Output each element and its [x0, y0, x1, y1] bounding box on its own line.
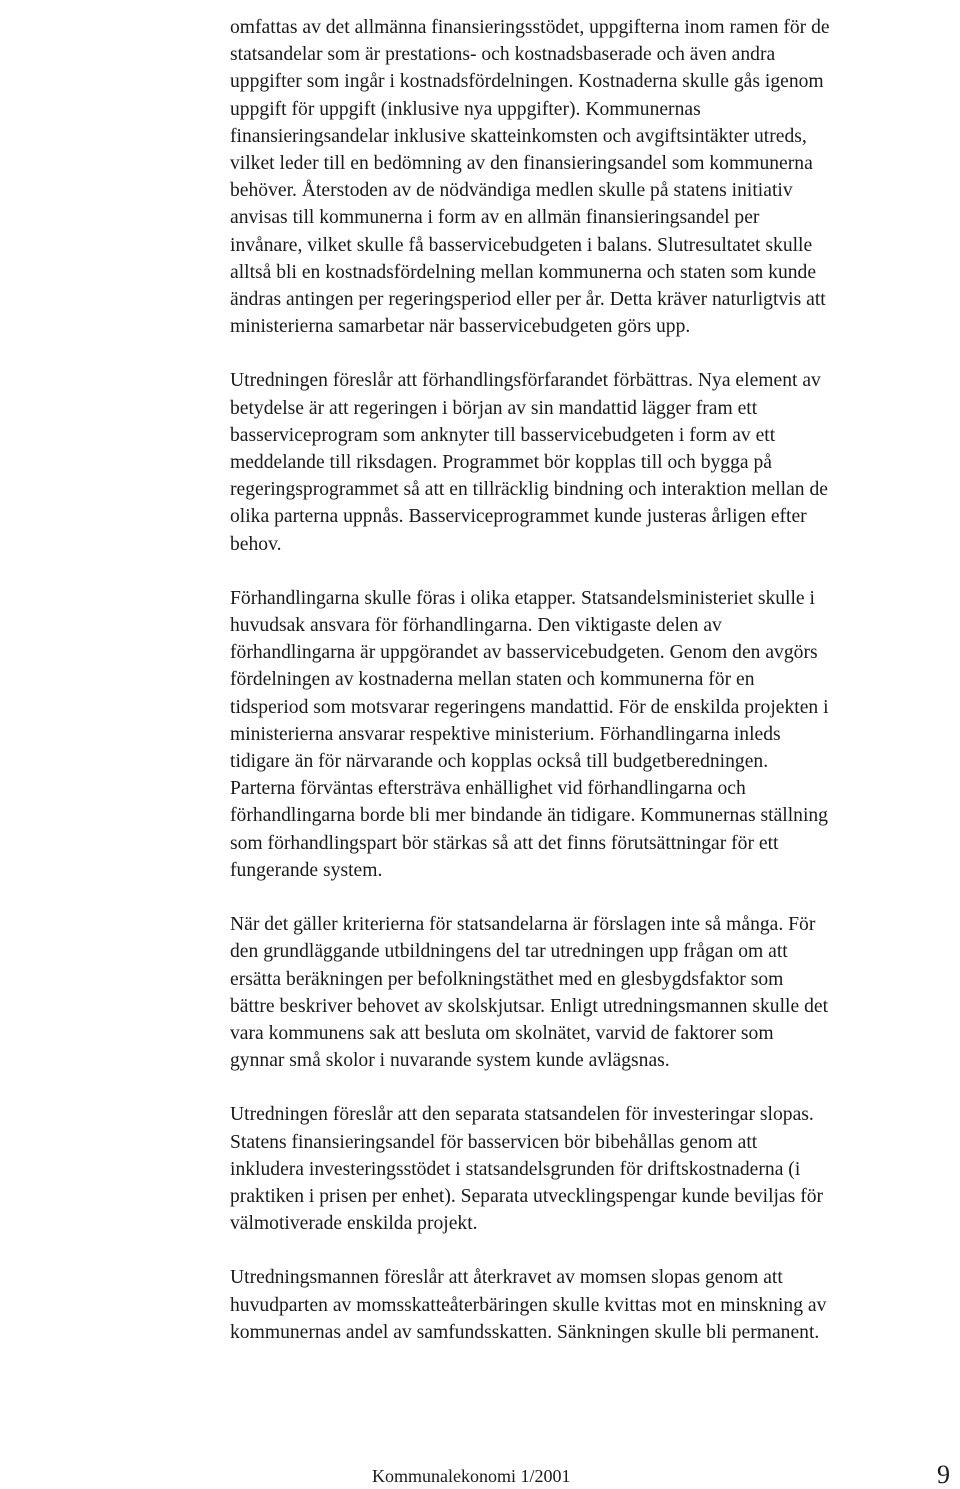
text-line: huvudparten av momsskatteåterbäringen skulle kvittas mot en minskning av	[230, 1294, 827, 1316]
text-line: ministerierna samarbetar när basservicebudgeten görs upp.	[230, 316, 691, 338]
text-line: förhandlingarna är uppgörandet av basservicebudgeten. Genom den avgörs	[230, 642, 818, 664]
text-line: ministerierna ansvarar respektive ministerium. Förhandlingarna inleds	[230, 723, 781, 745]
text-line: som förhandlingspart bör stärkas så att det finns förutsättningar för ett	[230, 832, 779, 854]
text-line: vara kommunens sak att besluta om skolnätet, varvid de faktorer som	[230, 1022, 774, 1044]
text-line: När det gäller kriterierna för statsandelarna är förslagen inte så många. För	[230, 914, 816, 936]
text-line: Parterna förväntas eftersträva enhällighet vid förhandlingarna och	[230, 778, 746, 800]
text-line: omfattas av det allmänna finansieringsstödet, uppgifterna inom ramen för de	[230, 17, 830, 38]
text-line: uppgifter som ingår i kostnadsfördelningen. Kostnaderna skulle gås igenom	[230, 71, 824, 93]
text-line: Utredningen föreslår att den separata statsandelen för investeringar slopas.	[230, 1104, 814, 1126]
text-line: betydelse är att regeringen i början av sin mandattid lägger fram ett	[230, 397, 758, 419]
paragraph-2	[230, 367, 950, 557]
text-line: behöver. Återstoden av de nödvändiga medlen skulle på statens initiativ	[230, 180, 793, 202]
paragraph-5	[230, 1101, 950, 1237]
text-line: olika parterna uppnås. Basserviceprogrammet kunde justeras årligen efter	[230, 506, 807, 528]
text-line: finansieringsandelar inklusive skatteinkomsten och avgiftsintäkter utreds,	[230, 125, 807, 147]
text-line: Statens finansieringsandel för basservicen bör bibehållas genom att	[230, 1131, 758, 1153]
page-number: 9	[937, 1460, 950, 1489]
text-line: inkludera investeringsstödet i statsandelsgrunden för driftskostnaderna (i	[230, 1158, 801, 1180]
text-line: ersätta beräkningen per befolkningstäthet med en glesbygdsfaktor som	[230, 968, 784, 990]
text-line: förhandlingarna borde bli mer bindande än tidigare. Kommunernas ställning	[230, 805, 828, 827]
text-line: meddelande till riksdagen. Programmet bör kopplas till och bygga på	[230, 452, 772, 474]
text-line: anvisas till kommunerna i form av en allmän finansieringsandel per	[230, 207, 760, 229]
text-line: statsandelar som är prestations- och kostnadsbaserade och även andra	[230, 44, 776, 66]
text-line: praktiken i prisen per enhet). Separata utvecklingspengar kunde beviljas för	[230, 1185, 824, 1207]
text-line: alltså bli en kostnadsfördelning mellan kommunerna och staten som kunde	[230, 261, 817, 283]
text-line: Utredningsmannen föreslår att återkravet av momsen slopas genom att	[230, 1267, 783, 1289]
text-line: basserviceprogram som anknyter till basservicebudgeten i form av ett	[230, 424, 776, 446]
text-line: huvudsak ansvara för förhandlingarna. Den viktigaste delen av	[230, 615, 722, 637]
text-line: kommunernas andel av samfundsskatten. Sänkningen skulle bli permanent.	[230, 1321, 820, 1343]
text-line: gynnar små skolor i nuvarande system kunde avlägsnas.	[230, 1050, 670, 1072]
document-body	[230, 14, 950, 1373]
text-line: fungerande system.	[230, 859, 383, 881]
text-line: uppgift för uppgift (inklusive nya uppgifter). Kommunernas	[230, 98, 701, 120]
paragraph-1	[230, 14, 950, 340]
text-line: vilket leder till en bedömning av den finansieringsandel som kommunerna	[230, 153, 813, 175]
paragraph-6	[230, 1264, 950, 1346]
text-line: ändras antingen per regeringsperiod eller per år. Detta kräver naturligtvis att	[230, 289, 826, 311]
text-line: Förhandlingarna skulle föras i olika etapper. Statsandelsministeriet skulle i	[230, 587, 815, 609]
text-line: behov.	[230, 533, 282, 555]
footer-journal-name: Kommunalekonomi 1/2001	[372, 1466, 571, 1486]
paragraph-4	[230, 911, 950, 1074]
paragraph-3	[230, 585, 950, 884]
text-line: Utredningen föreslår att förhandlingsförfarandet förbättras. Nya element av	[230, 370, 821, 392]
text-line: tidsperiod som motsvarar regeringens mandattid. För de enskilda projekten i	[230, 696, 829, 718]
text-line: fördelningen av kostnaderna mellan staten och kommunerna för en	[230, 669, 755, 691]
text-line: välmotiverade enskilda projekt.	[230, 1213, 478, 1235]
text-line: invånare, vilket skulle få basservicebudgeten i balans. Slutresultatet skulle	[230, 234, 813, 256]
text-line: regeringsprogrammet så att en tillräcklig bindning och interaktion mellan de	[230, 479, 828, 501]
text-line: den grundläggande utbildningens del tar utredningen upp frågan om att	[230, 941, 788, 963]
text-line: tidigare än för närvarande och kopplas också till budgetberedningen.	[230, 751, 769, 773]
text-line: bättre beskriver behovet av skolskjutsar. Enligt utredningsmannen skulle det	[230, 995, 829, 1017]
